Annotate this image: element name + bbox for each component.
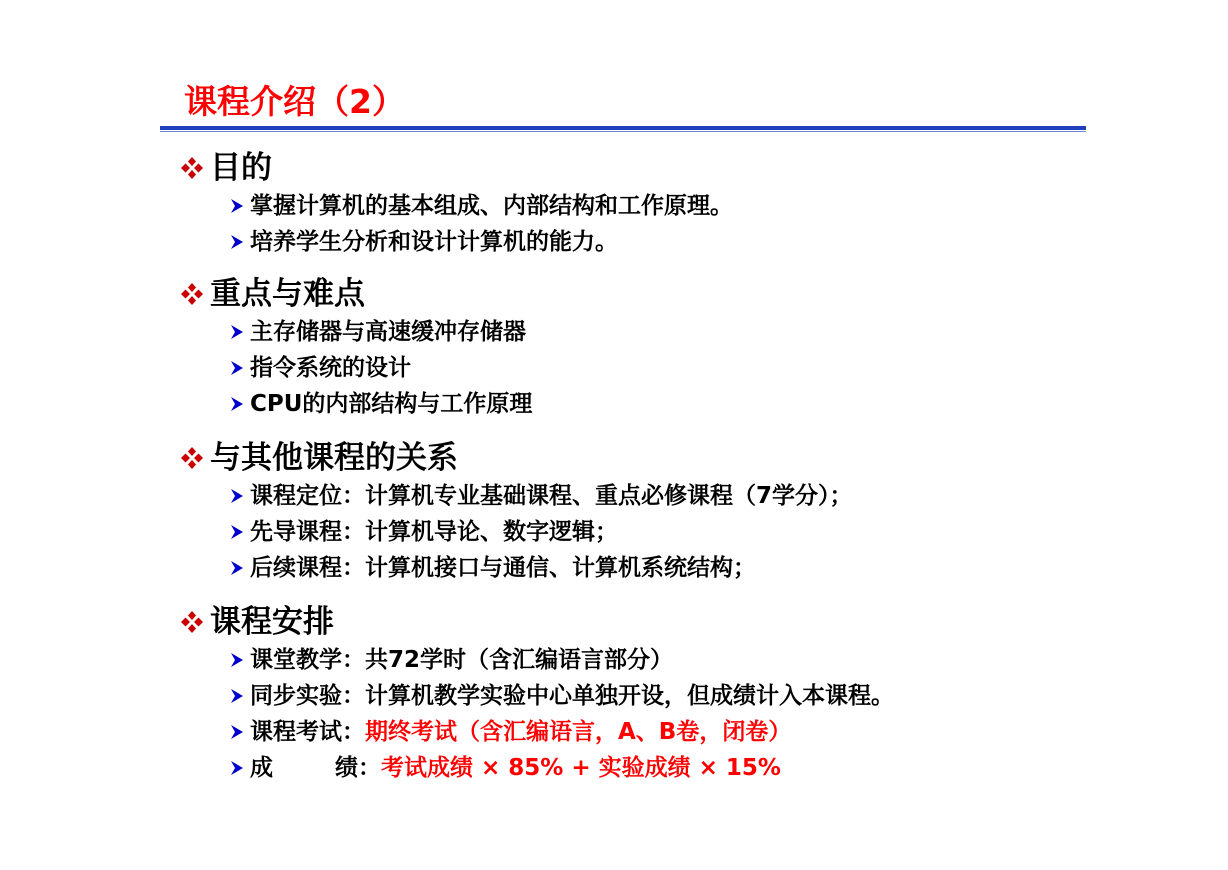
arrow-right-icon [230, 324, 244, 340]
list-item [230, 642, 894, 678]
section-title: 课程安排 [210, 604, 334, 640]
section-items [230, 188, 733, 260]
list-item [230, 224, 733, 260]
arrow-right-icon [230, 724, 244, 740]
section-head [180, 148, 733, 188]
slide-title: 课程介绍（2） [184, 82, 405, 121]
arrow-right-icon [230, 360, 244, 376]
section-title: 目的 [210, 150, 272, 186]
arrow-right-icon [230, 760, 244, 776]
title-underline-thin [160, 131, 1086, 132]
list-item [230, 550, 853, 586]
arrow-right-icon [230, 560, 244, 576]
arrow-right-icon [230, 688, 244, 704]
grade-label-second: 绩： [335, 755, 381, 781]
diamond-cluster-icon [180, 156, 204, 180]
list-item-text: 课程定位：计算机专业基础课程、重点必修课程（7学分）； [250, 483, 853, 509]
list-item [230, 478, 853, 514]
list-item-text: 课堂教学：共72学时（含汇编语言部分） [250, 647, 674, 673]
list-item-text: 先导课程：计算机导论、数字逻辑； [250, 519, 618, 545]
list-item-text: 培养学生分析和设计计算机的能力。 [250, 229, 618, 255]
section-schedule [180, 602, 894, 786]
exam-item [230, 714, 894, 750]
section-purpose [180, 148, 733, 260]
section-head [180, 602, 894, 642]
list-item [230, 386, 532, 422]
section-items [230, 314, 532, 422]
arrow-right-icon [230, 396, 244, 412]
list-item-text: 同步实验：计算机教学实验中心单独开设，但成绩计入本课程。 [250, 683, 894, 709]
exam-label: 课程考试： [250, 719, 365, 745]
arrow-right-icon [230, 234, 244, 250]
section-head [180, 274, 532, 314]
section-key-points [180, 274, 532, 422]
list-item [230, 188, 733, 224]
list-item-text: 指令系统的设计 [250, 355, 411, 381]
section-title: 重点与难点 [210, 276, 365, 312]
list-item-text: 掌握计算机的基本组成、内部结构和工作原理。 [250, 193, 733, 219]
arrow-right-icon [230, 652, 244, 668]
exam-value: 期终考试（含汇编语言，A、B卷，闭卷） [365, 719, 792, 745]
list-item-text: CPU的内部结构与工作原理 [250, 391, 533, 417]
section-items [230, 642, 894, 786]
list-item-text: 后续课程：计算机接口与通信、计算机系统结构； [250, 555, 756, 581]
list-item [230, 350, 532, 386]
section-relations [180, 438, 853, 586]
grade-item [230, 750, 894, 786]
list-item-text: 主存储器与高速缓冲存储器 [250, 319, 526, 345]
diamond-cluster-icon [180, 610, 204, 634]
arrow-right-icon [230, 198, 244, 214]
list-item [230, 314, 532, 350]
section-items [230, 478, 853, 586]
arrow-right-icon [230, 524, 244, 540]
arrow-right-icon [230, 488, 244, 504]
section-title: 与其他课程的关系 [210, 440, 458, 476]
diamond-cluster-icon [180, 282, 204, 306]
title-underline [160, 126, 1086, 130]
list-item [230, 678, 894, 714]
grade-value: 考试成绩 × 85% + 实验成绩 × 15% [381, 755, 781, 781]
diamond-cluster-icon [180, 446, 204, 470]
section-head [180, 438, 853, 478]
grade-label-first: 成 [250, 755, 273, 781]
list-item [230, 514, 853, 550]
